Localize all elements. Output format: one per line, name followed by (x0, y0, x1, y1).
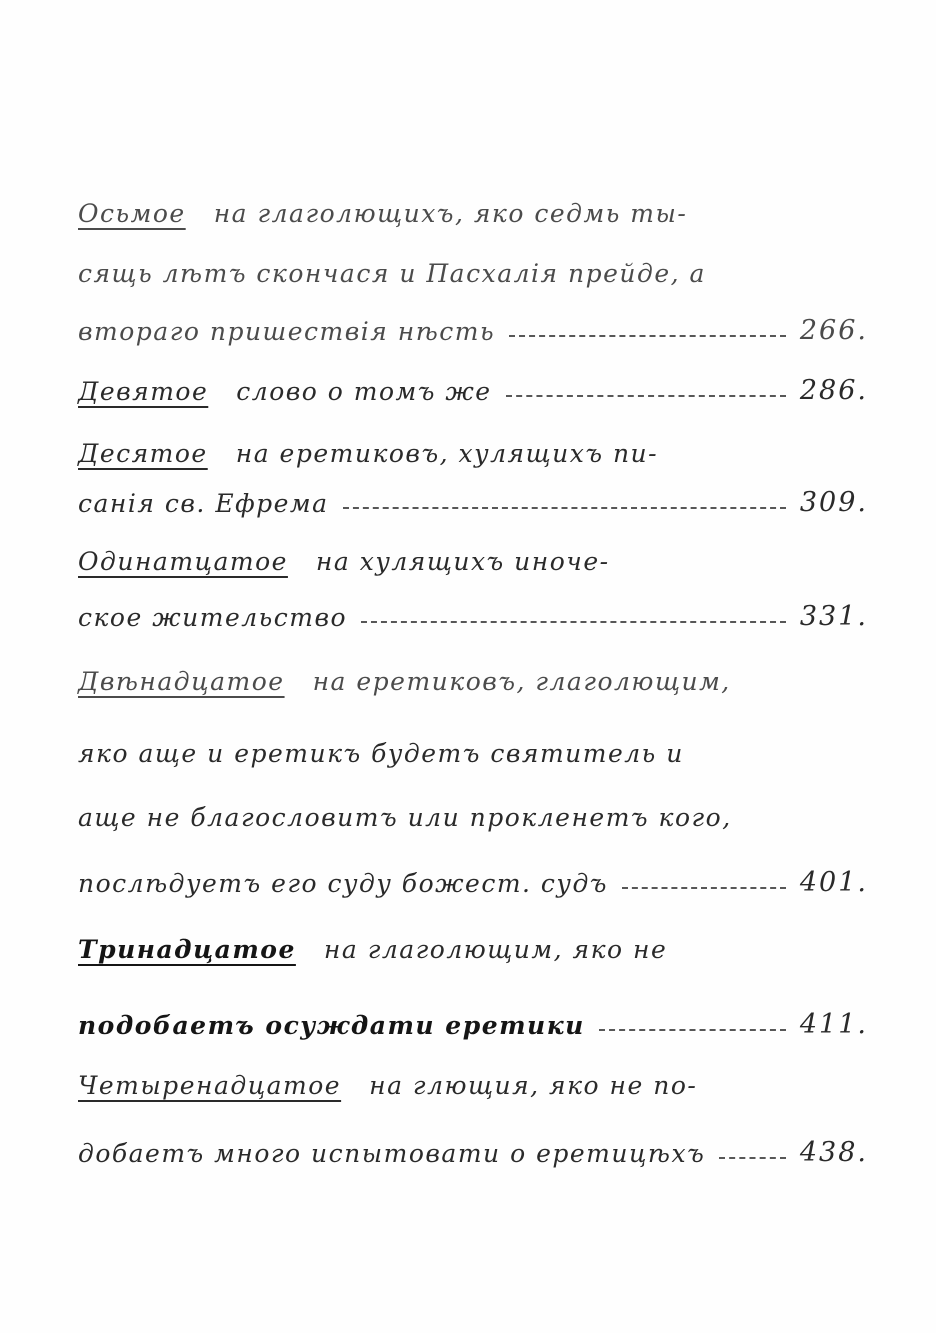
page-number: 266. (799, 315, 868, 346)
page-number: 411. (799, 1009, 868, 1040)
leader-dashes (506, 395, 786, 397)
leader-dashes (361, 621, 786, 623)
entry-text: сящь лѣтъ скончася и Пасхалія прейде, а (78, 259, 706, 288)
toc-line (78, 350, 868, 406)
entry-text: на глаголющим, яко не (323, 935, 668, 964)
entry-text: добаетъ много испытовати о еретицѣхъ (78, 1139, 706, 1168)
entry-text: на глаголющихъ, яко седмь ты- (213, 199, 688, 228)
page-number: 286. (799, 375, 868, 406)
entry-text: ское жительство (78, 603, 348, 632)
entry-heading: Одинатцатое (78, 547, 288, 576)
toc-line (78, 172, 868, 228)
toc-line (78, 1044, 868, 1100)
entry-text: втораго пришествія нѣсть (78, 317, 496, 346)
toc-line (78, 908, 868, 964)
entry-heading: Осьмое (78, 199, 186, 228)
toc-line (78, 712, 868, 768)
entry-text: слово о томъ же (236, 377, 492, 406)
leader-dashes (599, 1029, 786, 1031)
entry-heading: Девятое (78, 377, 209, 406)
page-number: 401. (799, 867, 868, 898)
leader-dashes (509, 335, 786, 337)
leader-dashes (622, 887, 786, 889)
leader-dashes (719, 1157, 786, 1159)
entry-heading: Десятое (78, 439, 208, 468)
entry-heading: Четыренадцатое (78, 1071, 342, 1100)
toc-line (78, 576, 868, 632)
entry-text: подобаетъ осуждати еретики (78, 1011, 585, 1040)
entry-text: на еретиковъ, хулящихъ пи- (235, 439, 659, 468)
toc-line (78, 462, 868, 518)
entry-text: санія св. Ефрема (78, 489, 329, 518)
toc-line (78, 842, 868, 898)
page-number: 438. (799, 1137, 868, 1168)
entry-text: на глющия, яко не по- (369, 1071, 698, 1100)
toc-line (78, 520, 868, 576)
toc-line (78, 412, 868, 468)
page-number: 309. (799, 487, 868, 518)
toc-line (78, 232, 868, 288)
toc-line (78, 984, 868, 1040)
toc-line (78, 290, 868, 346)
entry-heading: Двѣнадцатое (78, 667, 285, 696)
page-number: 331. (799, 601, 868, 632)
toc-line (78, 640, 868, 696)
entry-text: на хулящихъ иноче- (315, 547, 610, 576)
entry-text: послѣдуетъ его суду божест. судъ (78, 869, 608, 898)
entry-text: яко аще и еретикъ будетъ святитель и (78, 739, 684, 768)
toc-line (78, 776, 868, 832)
leader-dashes (343, 507, 786, 509)
entry-text: аще не благословитъ или прокленетъ кого, (78, 803, 732, 832)
entry-text: на еретиковъ, глаголющим, (312, 667, 731, 696)
toc-line (78, 1112, 868, 1168)
entry-heading: Тринадцатое (78, 935, 296, 964)
